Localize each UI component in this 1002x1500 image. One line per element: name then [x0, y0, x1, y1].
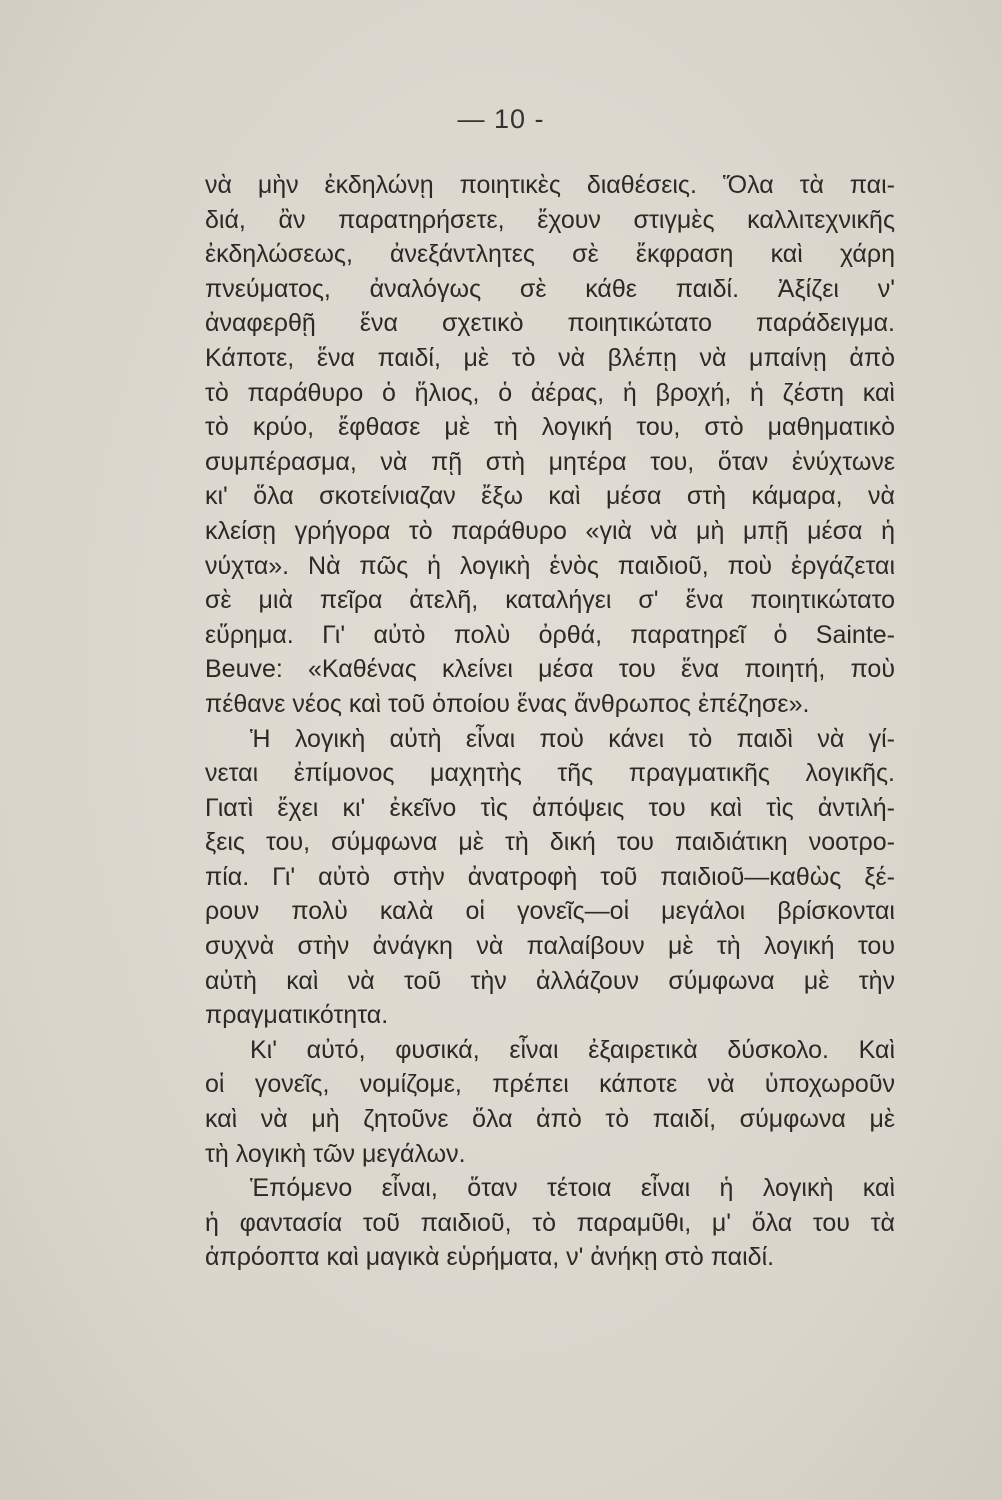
text-line: τὸ κρύο, ἔφθασε μὲ τὴ λογική του, στὸ μαθηματικὸ [205, 413, 895, 442]
text-line: Γιατὶ ἔχει κι' ἐκεῖνο τὶς ἀπόψεις του καὶ τὶς ἀντιλή- [205, 793, 895, 822]
text-line: διά, ἂν παρατηρήσετε, ἔχουν στιγμὲς καλλιτεχνικῆς [205, 205, 895, 234]
text-line: Κάποτε, ἕνα παιδί, μὲ τὸ νὰ βλέπῃ νὰ μπαίνῃ ἀπὸ [205, 343, 895, 372]
text-line: Κι' αὐτό, φυσικά, εἶναι ἐξαιρετικὰ δύσκολο. Καὶ [250, 1035, 895, 1064]
text-line: αὐτὴ καὶ νὰ τοῦ τὴν ἀλλάζουν σύμφωνα μὲ τὴν [205, 966, 895, 995]
body-text [205, 168, 895, 1275]
text-line: πέθανε νέος καὶ τοῦ ὁποίου ἕνας ἄνθρωπος ἐπέζησε». [205, 689, 810, 718]
text-line: συχνὰ στὴν ἀνάγκη νὰ παλαίβουν μὲ τὴ λογική του [205, 932, 895, 961]
text-line: κι' ὅλα σκοτείνιαζαν ἔξω καὶ μέσα στὴ κάμαρα, νὰ [205, 482, 895, 511]
text-line: πνεύματος, ἀναλόγως σὲ κάθε παιδί. Ἀξίζει ν' [205, 274, 895, 303]
text-line: συμπέρασμα, νὰ πῇ στὴ μητέρα του, ὅταν ἐνύχτωνε [205, 447, 895, 476]
text-line: καὶ νὰ μὴ ζητοῦνε ὅλα ἀπὸ τὸ παιδί, σύμφωνα μὲ [205, 1105, 895, 1134]
page-number: — 10 - [457, 104, 545, 134]
text-line: εὕρημα. Γι' αὐτὸ πολὺ ὀρθά, παρατηρεῖ ὁ Sainte- [205, 620, 895, 649]
text-line: ἀπρόοπτα καὶ μαγικὰ εὑρήματα, ν' ἀνήκῃ στὸ παιδί. [205, 1243, 775, 1272]
text-line: σὲ μιὰ πεῖρα ἀτελῆ, καταλήγει σ' ἕνα ποιητικώτατο [205, 586, 895, 615]
text-line: πραγματικότητα. [205, 1001, 389, 1030]
text-line: τὸ παράθυρο ὁ ἥλιος, ὁ ἀέρας, ἡ βροχή, ἡ ζέστη καὶ [205, 378, 895, 407]
text-line: νὰ μὴν ἐκδηλώνῃ ποιητικὲς διαθέσεις. Ὅλα τὰ παι- [205, 171, 895, 199]
text-line: Ἑπόμενο εἶναι, ὅταν τέτοια εἶναι ἡ λογικὴ καὶ [250, 1174, 895, 1203]
text-line: πία. Γι' αὐτὸ στὴν ἀνατροφὴ τοῦ παιδιοῦ—καθὼς ξέ- [205, 862, 895, 891]
text-line: τὴ λογικὴ τῶν μεγάλων. [205, 1139, 466, 1168]
text-line: ξεις του, σύμφωνα μὲ τὴ δική του παιδιάτικη νοοτρο- [205, 828, 895, 857]
text-line: ἀναφερθῇ ἕνα σχετικὸ ποιητικώτατο παράδειγμα. [205, 309, 895, 338]
text-line: νύχτα». Νὰ πῶς ἡ λογικὴ ἑνὸς παιδιοῦ, ποὺ ἐργάζεται [205, 551, 895, 580]
text-line: οἱ γονεῖς, νομίζομε, πρέπει κάποτε νὰ ὑποχωροῦν [205, 1070, 895, 1099]
text-line: Beuve: «Καθένας κλείνει μέσα του ἕνα ποιητή, ποὺ [205, 655, 895, 684]
text-line: νεται ἐπίμονος μαχητὴς τῆς πραγματικῆς λογικῆς. [205, 759, 895, 788]
text-line: ἐκδηλώσεως, ἀνεξάντλητες σὲ ἔκφραση καὶ χάρη [205, 240, 895, 269]
text-line: Ἡ λογικὴ αὐτὴ εἶναι ποὺ κάνει τὸ παιδὶ νὰ γί- [250, 724, 895, 753]
text-line: ἡ φαντασία τοῦ παιδιοῦ, τὸ παραμῦθι, μ' ὅλα του τὰ [205, 1208, 895, 1237]
text-line: κλείσῃ γρήγορα τὸ παράθυρο «γιὰ νὰ μὴ μπῇ μέσα ἡ [205, 516, 895, 545]
text-line: ρουν πολὺ καλὰ οἱ γονεῖς—οἱ μεγάλοι βρίσκονται [205, 897, 895, 926]
